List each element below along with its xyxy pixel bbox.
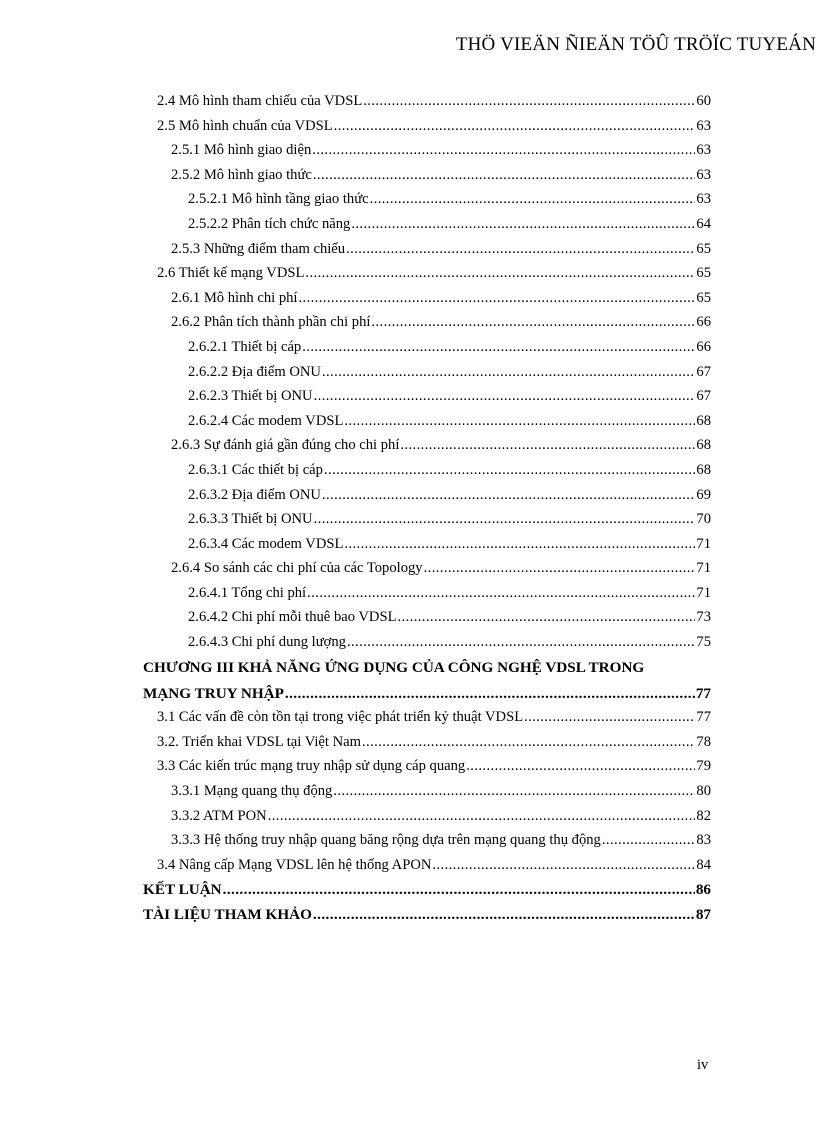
toc-entry-title: 2.6.2.1 Thiết bị cáp <box>188 338 302 355</box>
toc-leader-dots <box>302 339 695 356</box>
toc-references[interactable] <box>143 906 711 931</box>
toc-page-number: 77 <box>696 709 711 726</box>
toc-entry[interactable] <box>143 241 711 266</box>
toc-leader-dots <box>333 783 695 800</box>
toc-entry-title: 2.6.2.4 Các modem VDSL <box>188 412 344 429</box>
toc-page-number: 86 <box>695 881 711 899</box>
toc-page-number: 78 <box>696 733 711 750</box>
toc-entry-title: 2.6.4 So sánh các chi phí của các Topology <box>171 560 423 577</box>
toc-entry-title: 3.4 Nâng cấp Mạng VDSL lên hệ thống APON <box>157 856 432 873</box>
toc-page-number: 68 <box>696 461 711 478</box>
toc-page-number: 67 <box>696 388 711 405</box>
page-header-title: THÖ VIEÄN ÑIEÄN TÖÛ TRÖÏC TUYEÁN <box>455 34 816 55</box>
toc-page-number: 70 <box>696 511 711 528</box>
toc-entry[interactable] <box>143 536 711 561</box>
toc-page-number: 64 <box>696 215 711 232</box>
toc-entry[interactable] <box>143 216 711 241</box>
toc-leader-dots <box>351 216 695 233</box>
toc-entry[interactable] <box>143 314 711 339</box>
toc-leader-dots <box>223 881 695 899</box>
toc-entry-title: 2.6 Thiết kế mạng VDSL <box>157 265 305 282</box>
toc-entry-title: 3.3.2 ATM PON <box>171 807 267 824</box>
toc-entry-title: 2.6.4.3 Chi phí dung lượng <box>188 634 346 651</box>
toc-leader-dots <box>307 585 695 602</box>
toc-leader-dots <box>324 462 695 479</box>
toc-page-number: 68 <box>696 412 711 429</box>
toc-entry-title: 2.5.3 Những điểm tham chiếu <box>171 240 346 257</box>
toc-chapter-title-line1: CHƯƠNG III KHẢ NĂNG ỨNG DỤNG CỦA CÔNG NGHỆ VDSL TRONG <box>143 658 645 676</box>
toc-entry-title: 2.6.3 Sự đánh giá gần đúng cho chi phí <box>171 437 400 454</box>
toc-leader-dots <box>371 314 695 331</box>
toc-leader-dots <box>424 560 696 577</box>
toc-entry[interactable] <box>143 462 711 487</box>
toc-page-number: 66 <box>696 338 711 355</box>
toc-leader-dots <box>370 191 696 208</box>
toc-entry[interactable] <box>143 634 711 659</box>
toc-leader-dots <box>268 808 696 825</box>
toc-page-number: 77 <box>695 684 711 702</box>
toc-entry[interactable] <box>143 388 711 413</box>
toc-entry-title: 2.5.1 Mô hình giao diện <box>171 142 312 159</box>
toc-page-number: 63 <box>696 142 711 159</box>
toc-entry-title: 2.6.1 Mô hình chi phí <box>171 289 298 306</box>
toc-leader-dots <box>524 709 695 726</box>
page-number-footer: iv <box>697 1057 709 1073</box>
toc-entry[interactable] <box>143 734 711 759</box>
toc-leader-dots <box>314 511 696 528</box>
toc-chapter-title-line2: MẠNG TRUY NHẬP <box>143 684 284 702</box>
toc-entry[interactable] <box>143 290 711 315</box>
toc-entry-title: 2.5.2.2 Phân tích chức năng <box>188 215 351 232</box>
toc-entry-title: 2.5 Mô hình chuẩn của VDSL <box>157 117 333 134</box>
toc-page-number: 84 <box>696 856 711 873</box>
toc-entry-title: 2.5.2 Mô hình giao thức <box>171 166 312 183</box>
toc-entry-title: 2.6.2.2 Địa điểm ONU <box>188 363 321 380</box>
toc-page-number: 68 <box>696 437 711 454</box>
toc-entry-title: 2.6.3.4 Các modem VDSL <box>188 535 344 552</box>
toc-entry[interactable] <box>143 93 711 118</box>
toc-page-number: 71 <box>696 560 711 577</box>
toc-entry-title: 2.6.3.1 Các thiết bị cáp <box>188 461 323 478</box>
toc-leader-dots <box>400 437 695 454</box>
toc-leader-dots <box>314 388 696 405</box>
toc-entry-title: 3.3.3 Hệ thống truy nhập quang băng rộng dựa trên mạng quang thụ động <box>171 832 601 849</box>
toc-leader-dots <box>347 634 695 651</box>
toc-leader-dots <box>313 906 695 924</box>
toc-leader-dots <box>334 118 696 135</box>
toc-entry-title: 3.2. Triển khai VDSL tại Việt Nam <box>157 733 361 750</box>
toc-leader-dots <box>363 93 695 110</box>
toc-page-number: 66 <box>696 314 711 331</box>
toc-page-number: 69 <box>696 486 711 503</box>
toc-leader-dots <box>322 487 695 504</box>
toc-entry[interactable] <box>143 413 711 438</box>
toc-page-number: 71 <box>696 535 711 552</box>
toc-entry[interactable] <box>143 709 711 734</box>
toc-entry-title: 2.5.2.1 Mô hình tầng giao thức <box>188 191 369 208</box>
toc-entry[interactable] <box>143 167 711 192</box>
toc-conclusion[interactable] <box>143 881 711 906</box>
toc-page-number: 73 <box>696 609 711 626</box>
toc-conclusion-title: KẾT LUẬN <box>143 881 222 899</box>
toc-entry[interactable] <box>143 339 711 364</box>
toc-section-chapter-3 <box>143 709 711 881</box>
toc-page-number: 63 <box>696 166 711 183</box>
toc-leader-dots <box>312 142 695 159</box>
toc-entry[interactable] <box>143 511 711 536</box>
toc-entry-title: 3.1 Các vấn đề còn tồn tại trong việc phát triển kỷ thuật VDSL <box>157 709 524 726</box>
toc-page-number: 63 <box>696 191 711 208</box>
toc-page-number: 80 <box>696 783 711 800</box>
toc-leader-dots <box>344 536 695 553</box>
toc-leader-dots <box>298 290 695 307</box>
toc-entry-title: 3.3 Các kiến trúc mạng truy nhập sử dụng cáp quang <box>157 758 466 775</box>
table-of-contents <box>143 93 711 931</box>
toc-chapter-heading[interactable] <box>143 685 711 710</box>
toc-page-number: 65 <box>696 240 711 257</box>
toc-chapter-heading-line1 <box>143 659 711 685</box>
toc-entry[interactable] <box>143 758 711 783</box>
toc-section-chapter-2 <box>143 93 711 659</box>
toc-leader-dots <box>398 609 696 626</box>
toc-page-number: 87 <box>695 906 711 923</box>
toc-entry[interactable] <box>143 857 711 882</box>
toc-entry-title: 2.6.3.3 Thiết bị ONU <box>188 511 313 528</box>
toc-entry[interactable] <box>143 487 711 512</box>
toc-entry[interactable] <box>143 783 711 808</box>
toc-entry-title: 2.6.4.1 Tổng chi phí <box>188 584 307 601</box>
toc-entry[interactable] <box>143 142 711 167</box>
toc-page-number: 63 <box>696 117 711 134</box>
toc-leader-dots <box>322 364 695 381</box>
toc-page-number: 83 <box>696 832 711 849</box>
toc-references-title: TÀI LIỆU THAM KHẢO <box>143 906 312 923</box>
toc-page-number: 65 <box>696 289 711 306</box>
toc-page-number: 75 <box>696 634 711 651</box>
toc-leader-dots <box>346 241 695 258</box>
toc-leader-dots <box>313 167 696 184</box>
toc-entry-title: 3.3.1 Mạng quang thụ động <box>171 783 333 800</box>
toc-entry[interactable] <box>143 265 711 290</box>
toc-page-number: 79 <box>696 758 711 775</box>
toc-entry-title: 2.6.2 Phân tích thành phần chi phí <box>171 314 371 331</box>
toc-leader-dots <box>362 734 695 751</box>
toc-entry[interactable] <box>143 191 711 216</box>
toc-leader-dots <box>432 857 695 874</box>
toc-entry[interactable] <box>143 437 711 462</box>
toc-leader-dots <box>285 685 695 703</box>
toc-leader-dots <box>602 832 696 849</box>
toc-page-number: 71 <box>696 584 711 601</box>
toc-page-number: 65 <box>696 265 711 282</box>
toc-leader-dots <box>344 413 695 430</box>
toc-entry[interactable] <box>143 118 711 143</box>
toc-entry[interactable] <box>143 560 711 585</box>
toc-page-number: 67 <box>696 363 711 380</box>
toc-entry[interactable] <box>143 364 711 389</box>
toc-entry-title: 2.6.3.2 Địa điểm ONU <box>188 486 321 503</box>
toc-page-number: 60 <box>696 93 711 109</box>
toc-leader-dots <box>466 758 695 775</box>
toc-entry-title: 2.6.2.3 Thiết bị ONU <box>188 388 313 405</box>
toc-page-number: 82 <box>696 807 711 824</box>
toc-entry[interactable] <box>143 832 711 857</box>
toc-entry-title: 2.4 Mô hình tham chiếu của VDSL <box>157 93 363 109</box>
toc-entry[interactable] <box>143 808 711 833</box>
toc-entry[interactable] <box>143 609 711 634</box>
toc-leader-dots <box>305 265 695 282</box>
toc-entry-title: 2.6.4.2 Chi phí mỗi thuê bao VDSL <box>188 609 397 626</box>
toc-entry[interactable] <box>143 585 711 610</box>
